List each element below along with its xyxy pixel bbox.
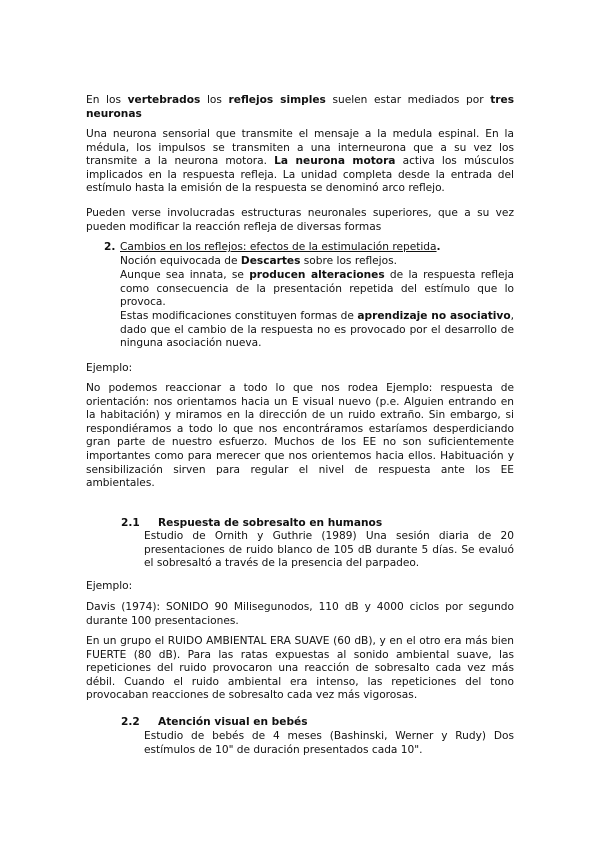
paragraph-estructuras-superiores: Pueden verse involucradas estructuras neuronales superiores, que a su vez pueden modificar la reacción refleja de diversas formas: [86, 207, 514, 233]
paragraph-sobresalto: Estudio de Ornith y Guthrie (1989) Una sesión diaria de 20 presentaciones de ruido blanco de 105 dB durante 5 días. Se evaluó el sobresaltó a través de la presencia del parpadeo.: [144, 530, 514, 570]
text: Noción equivocada de: [120, 255, 241, 267]
bold-text: vertebrados: [127, 94, 201, 106]
subsection-title: Respuesta de sobresalto en humanos: [158, 517, 383, 529]
paragraph-ruido-ambiental: En un grupo el RUIDO AMBIENTAL ERA SUAVE (60 dB), y en el otro era más bien FUERTE (80 dB). Para las ratas expuestas al sonido ambiental suave, las repeticiones del ruido provocaron una reacción de sobresalto cada vez más débil. Cuando el ruido ambiental era intenso, las repeticiones del tono provocaban reacciones de sobresalto cada vez más vigorosas.: [86, 635, 514, 702]
paragraph-orientacion: No podemos reaccionar a todo lo que nos rodea Ejemplo: respuesta de orientación: nos orientamos hacia un E visual nuevo (p.e. Alguien entrando en la habitación) y miramos en la dirección de un ruido extraño. Sin embargo, si respondiéramos a todo lo que nos encontráramos estaríamos desperdiciando gran parte de nuestro esfuerzo. Muchos de los EE no son suficientemente importantes como para merecer que nos orientemos hacia ellos. Habituación y sensibilización sirven para regular el nivel de respuesta ante los EE ambientales.: [86, 382, 514, 490]
subsection-title: Atención visual en bebés: [158, 716, 308, 728]
text: Una neurona sensorial que transmite el mensaje a la medula espinal. En la médula, los impulsos se transmiten a una interneurona que a su vez los transmite a la neurona motora.: [86, 128, 514, 168]
text: En los: [86, 94, 128, 106]
section-title: Cambios en los reflejos: efectos de la estimulación repetida: [120, 241, 437, 253]
subsection-number: 2.1: [121, 517, 140, 529]
paragraph-vertebrados: [86, 94, 514, 121]
paragraph-atencion-visual: Estudio de bebés de 4 meses (Bashinski, Werner y Rudy) Dos estímulos de 10" de duración presentados cada 10".: [144, 730, 514, 756]
bold-text: La neurona motora: [274, 155, 396, 168]
example-label: Ejemplo:: [86, 362, 133, 374]
bold-text: tres neuronas: [86, 94, 515, 120]
text: .: [436, 241, 441, 253]
bold-text: producen alteraciones: [249, 269, 385, 281]
text: de la respuesta refleja como consecuencia de la presentación repetida del estímulo que lo provoca.: [120, 269, 515, 309]
text: suelen estar mediados por: [325, 94, 491, 106]
bold-text: reflejos simples: [228, 94, 326, 106]
subsection-number: 2.2: [121, 716, 140, 728]
text: los: [200, 94, 229, 106]
section-number: 2.: [104, 241, 116, 253]
text: Estas modificaciones constituyen formas de: [120, 310, 358, 322]
bold-text: Descartes: [240, 255, 301, 267]
text: sobre los reflejos.: [300, 255, 397, 267]
text: activa los músculos implicados en la respuesta refleja. La unidad completa desde la entrada del estímulo hasta la emisión de la respuesta se denominó arco reflejo.: [86, 155, 514, 195]
bold-text: aprendizaje no asociativo: [357, 310, 511, 322]
paragraph-no-asociativo: [120, 310, 514, 351]
section-heading: [120, 241, 514, 255]
text: , dado que el cambio de la respuesta no es provocado por el desarrollo de ninguna asociación nueva.: [120, 310, 514, 350]
paragraph-descartes: [120, 255, 514, 269]
text: Aunque sea innata, se: [120, 269, 250, 281]
paragraph-alteraciones: [120, 269, 514, 310]
paragraph-arco-reflejo: [86, 128, 514, 196]
paragraph-davis: Davis (1974): SONIDO 90 Milisegunodos, 110 dB y 4000 ciclos por segundo durante 100 presentaciones.: [86, 601, 514, 627]
example-label: Ejemplo:: [86, 580, 133, 592]
